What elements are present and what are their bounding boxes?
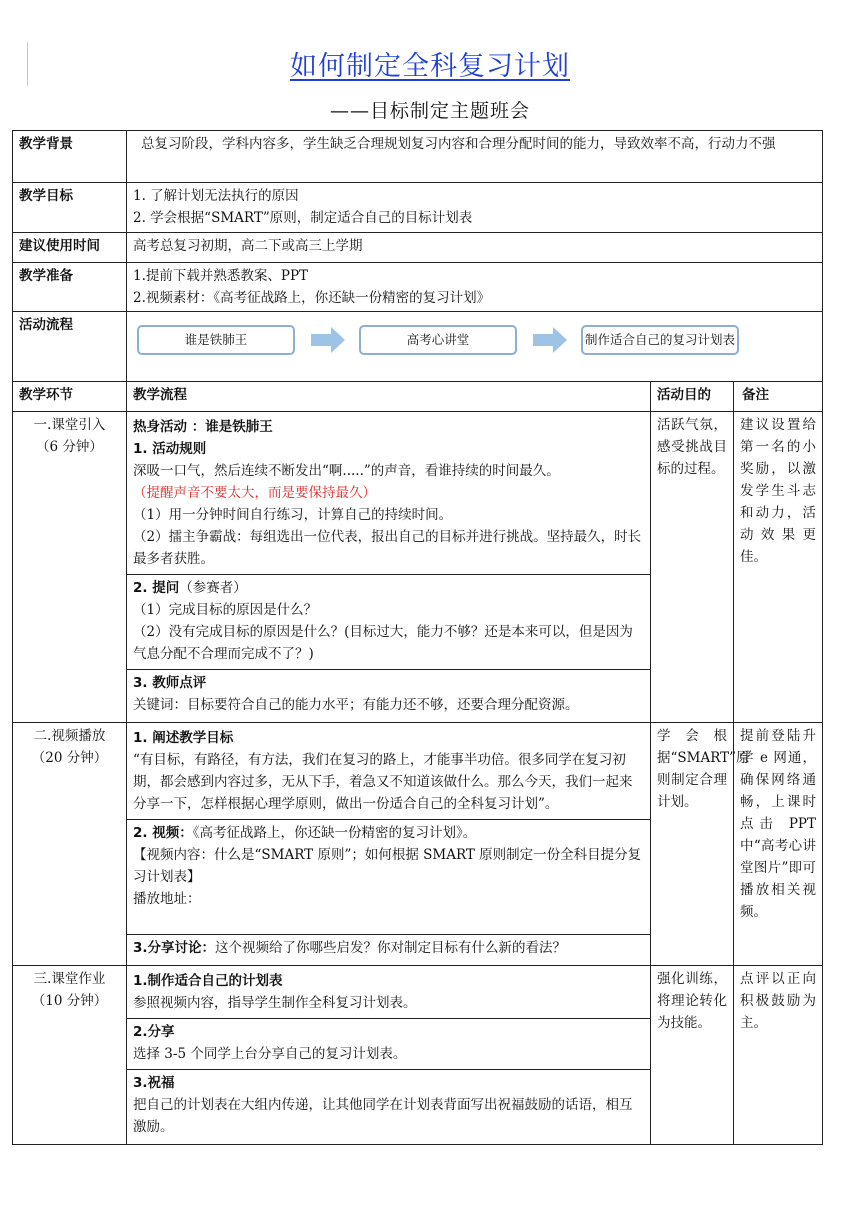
process-cell bbox=[127, 723, 651, 966]
header-note: 备注 bbox=[734, 382, 823, 412]
note-cell: 建议设置给第一名的小奖励，以激发学生斗志和动力，活动效果更佳。 bbox=[734, 412, 823, 723]
process-section bbox=[127, 670, 650, 720]
goal-item: 2. 学会根据“SMART”原则，制定适合自己的目标计划表 bbox=[133, 210, 473, 226]
process-text: （1）用一分钟时间自行练习，计算自己的持续时间。 bbox=[133, 507, 453, 523]
process-section bbox=[127, 968, 650, 1019]
right-arrow-icon bbox=[533, 327, 567, 353]
stage-cell bbox=[13, 723, 127, 966]
process-text: 参照视频内容，指导学生制作全科复习计划表。 bbox=[133, 995, 417, 1011]
goal-item: 1. 了解计划无法执行的原因 bbox=[133, 188, 299, 204]
section-heading: 2. 视频：《高考征战路上，你还缺一份精密的复习计划》。 bbox=[133, 825, 477, 841]
note-cell: 提前登陆升学 e 网通，确保网络通畅，上课时点击 PPT 中“高考心讲堂图片”即可播放相关视频。 bbox=[734, 723, 823, 966]
label-flow: 活动流程 bbox=[13, 312, 127, 382]
process-section bbox=[127, 820, 650, 935]
stage-row bbox=[13, 723, 823, 966]
right-arrow-icon bbox=[311, 327, 345, 353]
row-prep bbox=[13, 263, 823, 312]
section-heading: 2.分享 bbox=[133, 1024, 175, 1040]
text-background: 总复习阶段，学科内容多，学生缺乏合理规划复习内容和合理分配时间的能力，导致效率不高，行动力不强 bbox=[127, 131, 823, 183]
section-heading: 3. 教师点评 bbox=[133, 675, 207, 691]
process-text: 播放地址： bbox=[133, 891, 201, 907]
process-section bbox=[127, 414, 650, 575]
label-time: 建议使用时间 bbox=[13, 233, 127, 263]
row-goals bbox=[13, 183, 823, 233]
process-text: （1）完成目标的原因是什么？ bbox=[133, 602, 318, 618]
section-heading: 2. 提问（参赛者） bbox=[133, 580, 247, 596]
row-flow bbox=[13, 312, 823, 382]
stage-duration: （20 分钟） bbox=[31, 750, 108, 766]
section-heading: 3.分享讨论：这个视频给了你哪些启发？你对制定目标有什么新的看法？ bbox=[133, 940, 567, 956]
process-text: 关键词：目标要符合自己的能力水平；有能力还不够，还要合理分配资源。 bbox=[133, 697, 579, 713]
process-text: （2）擂主争霸战：每组选出一位代表，报出自己的目标并进行挑战。坚持最久，时长最多者获胜。 bbox=[133, 529, 642, 567]
flow-step-box: 制作适合自己的复习计划表 bbox=[581, 325, 739, 355]
stage-row bbox=[13, 966, 823, 1145]
lesson-plan-table bbox=[12, 130, 823, 1145]
label-goals: 教学目标 bbox=[13, 183, 127, 233]
label-prep: 教学准备 bbox=[13, 263, 127, 312]
section-heading: 1.制作适合自己的计划表 bbox=[133, 973, 283, 989]
process-section bbox=[127, 725, 650, 820]
header-purpose: 活动目的 bbox=[651, 382, 734, 412]
label-background: 教学背景 bbox=[13, 131, 127, 183]
purpose-cell: 活跃气氛，感受挑战目标的过程。 bbox=[651, 412, 734, 723]
process-text: 把自己的计划表在大组内传递，让其他同学在计划表背面写出祝福鼓励的话语，相互激励。 bbox=[133, 1097, 633, 1135]
process-cell bbox=[127, 412, 651, 723]
process-section bbox=[127, 1019, 650, 1070]
prep-item: 1.提前下载并熟悉教案、PPT bbox=[133, 268, 309, 284]
text-time: 高考总复习初期，高二下或高三上学期 bbox=[127, 233, 823, 263]
row-background bbox=[13, 131, 823, 183]
prep-item: 2.视频素材：《高考征战路上，你还缺一份精密的复习计划》 bbox=[133, 290, 491, 306]
process-text: 【视频内容：什么是“SMART 原则”；如何根据 SMART 原则制定一份全科目提分复习计划表】 bbox=[133, 847, 642, 885]
blank-space bbox=[133, 910, 644, 930]
process-text: （2）没有完成目标的原因是什么？(目标过大，能力不够？还是本来可以，但是因为气息分配不合理而完成不了？) bbox=[133, 624, 633, 662]
process-section bbox=[127, 1070, 650, 1142]
section-heading: 1. 阐述教学目标 bbox=[133, 730, 234, 746]
flow-step-box: 谁是铁肺王 bbox=[137, 325, 295, 355]
process-text: 选择 3-5 个同学上台分享自己的复习计划表。 bbox=[133, 1046, 407, 1062]
stage-name: 一.课堂引入 bbox=[33, 417, 106, 433]
stage-row bbox=[13, 412, 823, 723]
header-row bbox=[13, 382, 823, 412]
reminder-text: （提醒声音不要太大，而是要保持最久） bbox=[133, 485, 376, 501]
section-heading: 热身活动 ：谁是铁肺王 bbox=[133, 419, 273, 435]
section-heading: 3.祝福 bbox=[133, 1075, 175, 1091]
stage-duration: （6 分钟） bbox=[36, 439, 103, 455]
note-cell: 点评以正向积极鼓励为主。 bbox=[734, 966, 823, 1145]
row-time bbox=[13, 233, 823, 263]
activity-flow-diagram bbox=[133, 314, 816, 366]
flow-step-box: 高考心讲堂 bbox=[359, 325, 517, 355]
document-title[interactable]: 如何制定全科复习计划 bbox=[290, 51, 570, 82]
header-process: 教学流程 bbox=[127, 382, 651, 412]
stage-name: 三.课堂作业 bbox=[33, 971, 106, 987]
purpose-cell: 强化训练，将理论转化为技能。 bbox=[651, 966, 734, 1145]
process-text: 深吸一口气，然后连续不断发出“啊.....”的声音，看谁持续的时间最久。 bbox=[133, 463, 560, 479]
purpose-cell: 学会根据“SMART”原则制定合理计划。 bbox=[651, 723, 734, 966]
stage-duration: （10 分钟） bbox=[31, 993, 108, 1009]
header-stage: 教学环节 bbox=[13, 382, 127, 412]
process-section bbox=[127, 575, 650, 670]
process-section bbox=[127, 935, 650, 963]
process-text: “有目标，有路径，有方法，我们在复习的路上，才能事半功倍。很多同学在复习初期，都会感到内容过多，无从下手，着急又不知道该做什么。那么今天，我们一起来分享一下，怎样根据心理学原则，做出一份适合自己的全科复习计划”。 bbox=[133, 752, 633, 812]
stage-name: 二.视频播放 bbox=[33, 728, 106, 744]
process-cell bbox=[127, 966, 651, 1145]
section-heading: 1. 活动规则 bbox=[133, 441, 207, 457]
stage-cell bbox=[13, 966, 127, 1145]
stage-cell bbox=[13, 412, 127, 723]
document-subtitle: ——目标制定主题班会 bbox=[329, 100, 530, 122]
